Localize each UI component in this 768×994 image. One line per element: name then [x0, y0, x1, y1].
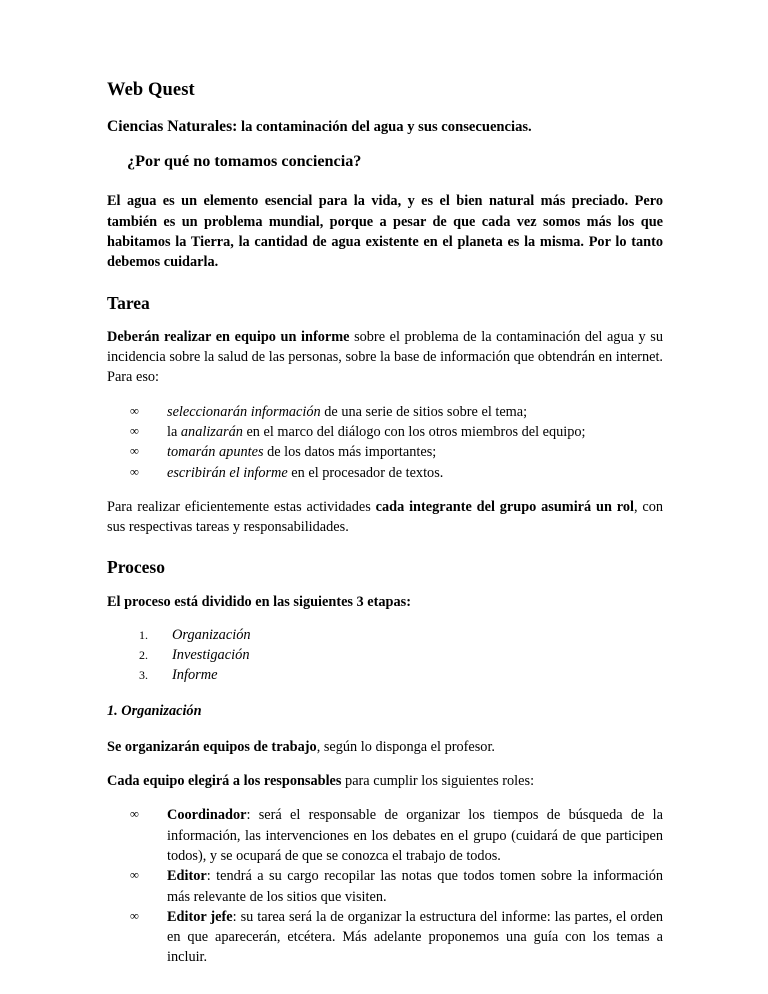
closing-bold: cada integrante del grupo asumirá un rol — [375, 498, 634, 515]
organizacion-paragraph-2 — [107, 771, 663, 791]
role-description: : será el responsable de organizar los tiempos de búsqueda de la información, las intervenciones en los debates en el grupo (cuidará de que participen todos), y se ocupará de que se conozca el trabajo de todos. — [167, 807, 663, 864]
tarea-lead-bold: Deberán realizar en equipo un informe — [107, 328, 350, 345]
infinity-bullet-icon: ∞ — [130, 444, 139, 459]
list-item — [130, 402, 663, 422]
intro-paragraph: El agua es un elemento esencial para la vida, y es el bien natural más preciado. Pero también es un problema mundial, porque a pesar de que cada vez somos más los que habitamos la Tierra, la cantidad de agua existente en el planeta es la misma. Por lo tanto debemos cuidarla. — [107, 193, 663, 271]
guiding-question: ¿Por qué no tomamos conciencia? — [127, 151, 362, 170]
page-title: Web Quest — [107, 80, 195, 100]
list-item — [130, 866, 663, 907]
infinity-bullet-icon: ∞ — [130, 423, 139, 438]
activity-italic: escribirán el informe — [167, 464, 288, 481]
tarea-paragraph — [107, 327, 663, 388]
activity-italic: tomarán apuntes — [167, 444, 264, 461]
subsection-heading-organizacion: 1. Organización — [107, 703, 202, 720]
infinity-bullet-icon: ∞ — [130, 868, 139, 883]
role-name: Coordinador — [167, 807, 247, 824]
activity-rest: de los datos más importantes; — [263, 444, 437, 461]
list-item — [130, 442, 663, 462]
role-description: : tendrá a su cargo recopilar las notas que todos tomen sobre la información más relevante de los sitios que visiten. — [167, 868, 663, 905]
role-name: Editor jefe — [167, 908, 233, 925]
tarea-rest: sobre el problema de la contaminación del agua y su incidencia sobre la salud de las personas, sobre la base de información que obtendrán en internet. Para eso: — [107, 328, 664, 386]
activity-rest: en el marco del diálogo con los otros miembros del equipo; — [242, 423, 586, 440]
closing-lead: Para realizar eficientemente estas actividades — [107, 498, 376, 515]
proceso-intro: El proceso está dividido en las siguientes 3 etapas: — [107, 593, 411, 610]
activities-list — [107, 402, 663, 483]
org-p2-bold: Cada equipo elegirá a los responsables — [107, 773, 342, 790]
role-name: Editor — [167, 868, 207, 885]
org-p2-rest: para cumplir los siguientes roles: — [341, 773, 535, 790]
closing-rest: , con sus respectivas tareas y responsabilidades. — [107, 498, 663, 536]
activity-italic: seleccionarán información — [167, 403, 321, 420]
tarea-closing-paragraph — [107, 497, 663, 538]
activity-lead: la — [167, 423, 181, 440]
roles-list — [107, 805, 663, 967]
list-item — [130, 805, 663, 866]
infinity-bullet-icon: ∞ — [130, 807, 139, 822]
org-p1-bold: Se organizarán equipos de trabajo — [107, 738, 317, 755]
org-p1-rest: , según lo disponga el profesor. — [316, 738, 495, 755]
subject-line — [107, 118, 663, 137]
list-item — [130, 422, 663, 442]
infinity-bullet-icon: ∞ — [130, 464, 139, 479]
list-item: Investigación — [172, 646, 250, 663]
document-body — [107, 80, 663, 982]
list-item: Organización — [172, 626, 251, 643]
activity-italic: analizarán — [180, 423, 243, 440]
list-item — [130, 907, 663, 968]
activity-rest: de una serie de sitios sobre el tema; — [320, 403, 528, 420]
section-heading-proceso: Proceso — [107, 557, 165, 578]
role-description: : su tarea será la de organizar la estructura del informe: las partes, el orden en que aparecerán, etcétera. Más adelante proponemos una guía con los temas a incluir. — [167, 908, 663, 966]
organizacion-paragraph-1 — [107, 737, 663, 757]
section-heading-tarea: Tarea — [107, 292, 150, 313]
infinity-bullet-icon: ∞ — [130, 403, 139, 418]
subject-label: Ciencias Naturales: — [107, 118, 238, 136]
stages-list — [107, 626, 663, 686]
list-item — [130, 463, 663, 483]
activity-rest: en el procesador de textos. — [287, 464, 444, 481]
list-item: Informe — [172, 666, 218, 683]
subject-text: la contaminación del agua y sus consecuencias. — [237, 119, 532, 136]
infinity-bullet-icon: ∞ — [130, 908, 139, 923]
